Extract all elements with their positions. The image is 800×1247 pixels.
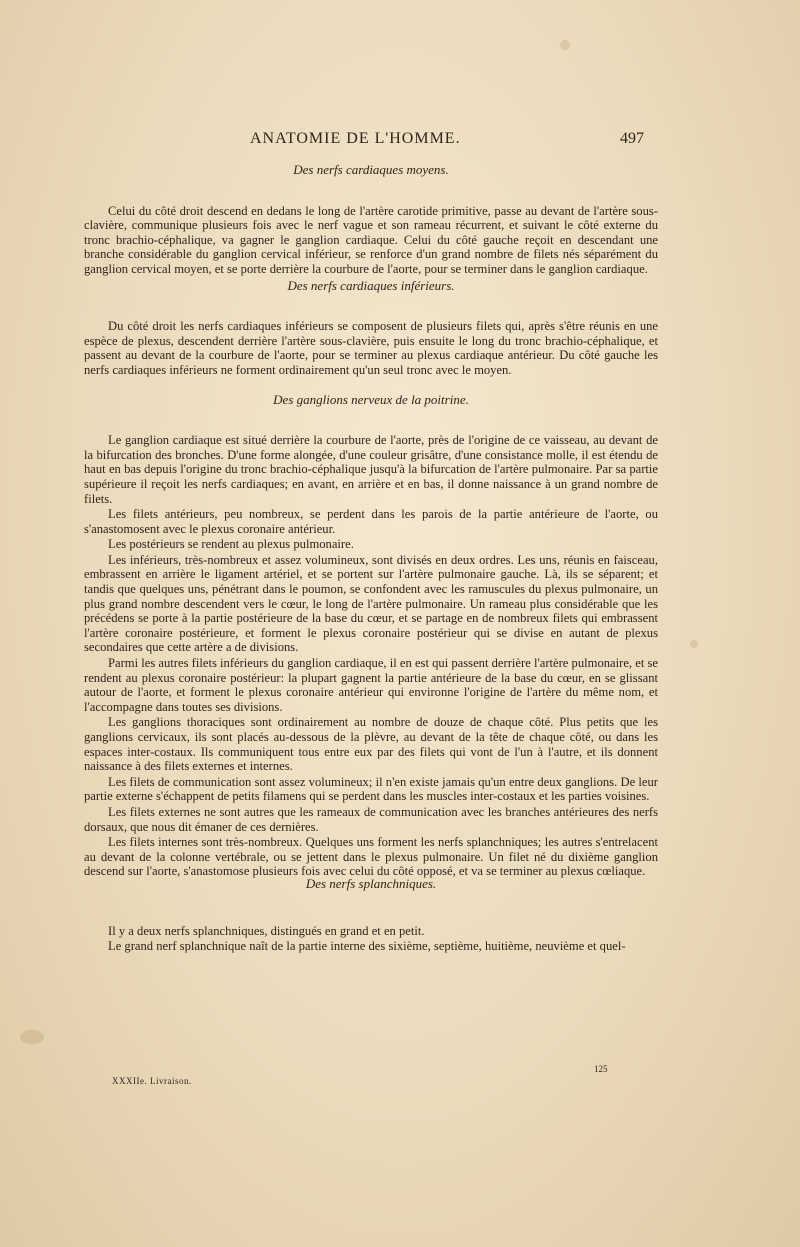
section-title: Des nerfs splanchniques.: [305, 875, 437, 891]
running-title: ANATOMIE DE L'HOMME.: [250, 130, 461, 147]
paragraph: Les inférieurs, très-nombreux et assez volumineux, sont divisés en deux ordres. Les uns, réunis en faisceau, embrassent en arrière le ligament artériel, et se portent sur l'artère pulmonaire gauche. Là, ils se séparent; et tandis que quelques uns, pénétrant dans le poumon, se confondent avec les ramuscules du plexus pulmonaire, un plus grand nombre descendent vers le cœur, le long de l'artère pulmonaire. Un rameau plus considérable que les précédens se porte à la partie postérieure de la base du cœur, et se partage en de nombreux filets qui embrassent l'artère coronaire postérieure, et forment le plexus coronaire postérieur qui se divise en autant de plexus secondaires que cette artère a de divisions.: [84, 552, 658, 655]
paragraph: Il y a deux nerfs splanchniques, distingués en grand et en petit.: [108, 923, 425, 938]
paragraph: Les postérieurs se rendent au plexus pulmonaire.: [108, 537, 354, 552]
paragraph: Les filets internes sont très-nombreux. Quelques uns forment les nerfs splanchniques; les autres s'entrelacent au devant de la colonne vertébrale, ou se jettent dans le plexus pulmonaire. Un filet né du dixième ganglion descend sur l'aorte, s'anastomose plusieurs fois avec celui du côté opposé, et va se terminer au plexus cœliaque.: [84, 835, 658, 879]
paragraph: Le grand nerf splanchnique naît de la partie interne des sixième, septième, huitième, neuvième et quel-: [108, 939, 626, 954]
body-text: [84, 160, 658, 954]
page-number: 497: [620, 130, 644, 147]
paragraph: Celui du côté droit descend en dedans le long de l'artère carotide primitive, passe au devant de l'artère sous-clavière, communique plusieurs fois avec le nerf vague et son rameau récurrent, et suivant le côté externe du tronc brachio-céphalique, va gagner le ganglion cardiaque. Celui du côté gauche reçoit en descendant une branche considérable du ganglion cervical inférieur, se renforce d'un grand nombre de filets nés séparément du ganglion cervical moyen, et se porte derrière la courbure de l'aorte, pour se terminer dans le ganglion cardiaque.: [84, 203, 658, 276]
paper-stain: [560, 40, 570, 50]
paper-stain: [690, 640, 698, 648]
paragraph: Les filets externes ne sont autres que les rameaux de communication avec les branches antérieures des nerfs dorsaux, que nous dit émaner de ces dernières.: [84, 804, 658, 834]
paper-stain: [20, 1030, 44, 1044]
paragraph: Parmi les autres filets inférieurs du ganglion cardiaque, il en est qui passent derrière l'artère pulmonaire, et se rendent au plexus coronaire postérieur: la plupart gagnent la partie antérieure de la base du cœur, en se glissant autour de l'aorte, et forment le plexus coronaire antérieur qui environne l'origine de l'artère du même nom, et l'accompagne dans toutes ses divisions.: [84, 656, 658, 714]
paragraph: Les filets antérieurs, peu nombreux, se perdent dans les parois de la partie antérieure de l'aorte, ou s'anastomosent avec le plexus coronaire antérieur.: [84, 507, 658, 536]
spacer: [84, 421, 658, 433]
paragraph: Le ganglion cardiaque est situé derrière la courbure de l'aorte, près de l'origine de ce vaisseau, au devant de la bifurcation des bronches. D'une forme alongée, d'une couleur grisâtre, d'une consistance molle, il est étendu de haut en bas depuis l'origine du tronc brachio-céphalique jusqu'à la bifurcation de l'artère pulmonaire. Par sa partie supérieure il reçoit les nerfs cardiaques; en avant, en arrière et en bas, il donne naissance à un grand nombre de filets.: [84, 433, 658, 506]
section-title: Des nerfs cardiaques moyens.: [293, 162, 449, 177]
sheet-number: 125: [594, 1064, 608, 1074]
spacer: [84, 192, 658, 204]
spacer: [84, 906, 658, 924]
spacer: [84, 307, 658, 319]
page-header: [0, 130, 800, 154]
section-title: Des nerfs cardiaques inférieurs.: [287, 277, 455, 293]
paragraph: Du côté droit les nerfs cardiaques inférieurs se composent de plusieurs filets qui, après s'être réunis en une espèce de plexus, descendent derrière l'artère sous-clavière, puis ensuite le long du tronc brachio-céphalique, et passent au devant de la courbure de l'aorte, pour se terminer au plexus cardiaque antérieur. Du côté gauche les nerfs cardiaques inférieurs ne forment ordinairement qu'un seul tronc avec le moyen.: [84, 319, 658, 377]
section-title: Des ganglions nerveux de la poitrine.: [273, 391, 469, 407]
paragraph: Les filets de communication sont assez volumineux; il n'en existe jamais qu'un entre deux ganglions. De leur partie externe s'échappent de petits filamens qui se perdent dans les muscles inter-costaux et les parties voisines.: [84, 774, 658, 804]
signature-mark: XXXIIe. Livraison.: [112, 1076, 192, 1086]
spacer: [84, 378, 658, 390]
paragraph: Les ganglions thoraciques sont ordinairement au nombre de douze de chaque côté. Plus petits que les ganglions cervicaux, ils sont placés au-dessous de la plèvre, au devant de la tête de chaque côté, ou dans les espaces inter-costaux. Ils communiquent tous entre eux par des filets qui vont de l'un à l'autre, et ils donnent naissance à des filets externes et internes.: [84, 715, 658, 774]
